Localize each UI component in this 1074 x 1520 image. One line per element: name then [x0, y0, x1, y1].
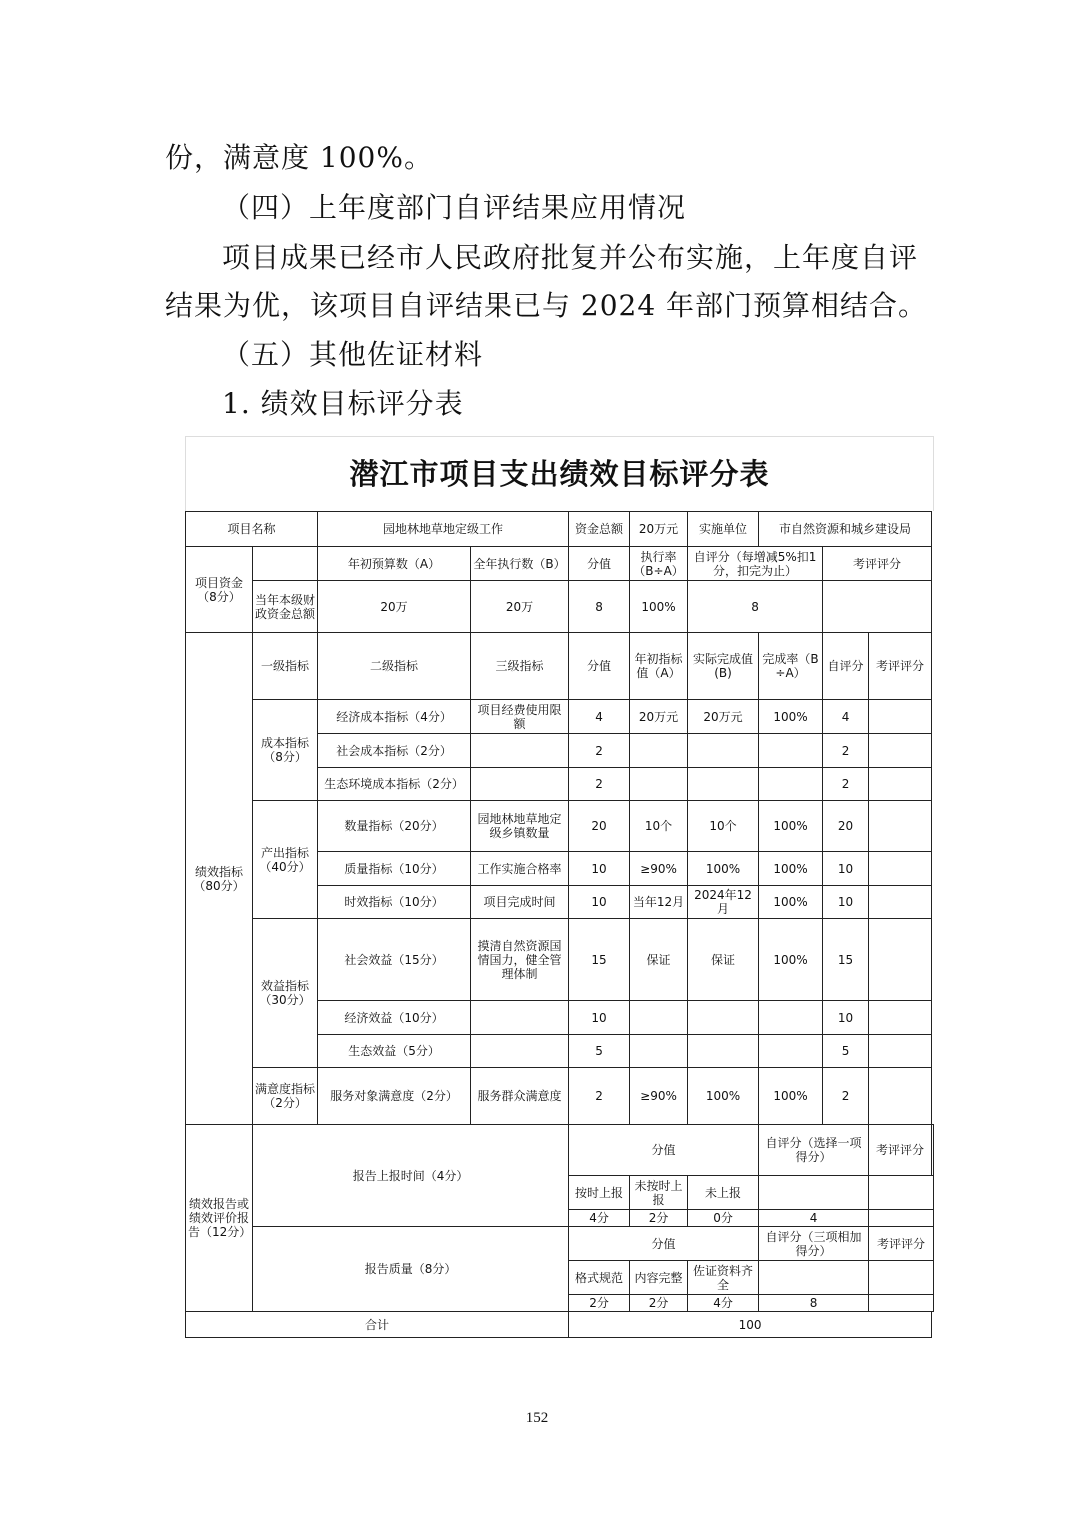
l3-cell [471, 1035, 569, 1068]
l3-cell [471, 734, 569, 768]
funds-label: 项目资金（8分） [186, 547, 253, 633]
score-cell: 10 [569, 852, 630, 886]
rate-cell [759, 734, 823, 768]
report-time-score-header: 分值 [569, 1125, 759, 1176]
actual-header: 实际完成值(B) [688, 633, 759, 700]
table-row [186, 1068, 934, 1125]
l3-cell: 摸清自然资源国情国力，健全管理体制 [471, 919, 569, 1001]
target-cell [630, 1001, 688, 1035]
target-cell: ≥90% [630, 1068, 688, 1125]
funds-rate: 100% [630, 581, 688, 633]
rate-cell [759, 1035, 823, 1068]
option-cell: 内容完整 [630, 1261, 688, 1295]
rate-cell: 100% [759, 886, 823, 919]
l2-cell: 经济成本指标（4分） [318, 700, 471, 734]
table-row [186, 700, 934, 734]
l2-cell: 时效指标（10分） [318, 886, 471, 919]
funds-review-score [823, 581, 932, 633]
report-time-self-score: 4 [759, 1210, 869, 1227]
empty-cell [869, 1261, 934, 1295]
rate-cell: 100% [759, 801, 823, 852]
score-cell: 2 [569, 768, 630, 801]
option-cell: 按时上报 [569, 1176, 630, 1210]
l3-cell: 园地林地草地定级乡镇数量 [471, 801, 569, 852]
points-cell: 0分 [688, 1210, 759, 1227]
report-quality-self-score: 8 [759, 1295, 869, 1312]
review-cell [869, 768, 932, 801]
points-cell: 4分 [688, 1295, 759, 1312]
empty-cell [759, 1176, 869, 1210]
group-output: 产出指标（40分） [253, 801, 318, 919]
report-label: 绩效报告或绩效评价报告（12分） [186, 1125, 253, 1312]
score-cell: 10 [569, 1001, 630, 1035]
paragraph-2-line-1: 项目成果已经市人民政府批复并公布实施，上年度自评 [222, 241, 919, 274]
subsection-heading: 1. 绩效目标评分表 [222, 387, 464, 420]
paragraph-2-line-2: 结果为优，该项目自评结果已与 2024 年部门预算相结合。 [165, 289, 928, 322]
target-header: 年初指标值（A） [630, 633, 688, 700]
actual-cell: 100% [688, 1068, 759, 1125]
target-cell: 保证 [630, 919, 688, 1001]
review-cell [869, 801, 932, 852]
report-quality-label: 报告质量（8分） [253, 1227, 569, 1312]
empty-cell [253, 547, 318, 581]
self-cell: 4 [823, 700, 869, 734]
self-cell: 20 [823, 801, 869, 852]
target-cell: 20万元 [630, 700, 688, 734]
section-heading-5: （五）其他佐证材料 [222, 338, 484, 371]
report-quality-header-row [186, 1227, 934, 1261]
unit-name: 市自然资源和城乡建设局 [759, 512, 932, 547]
points-cell: 2分 [630, 1210, 688, 1227]
actual-cell [688, 768, 759, 801]
report-quality-self-header: 自评分（三项相加得分） [759, 1227, 869, 1261]
report-quality-review-score [869, 1295, 934, 1312]
score-header: 分值 [569, 633, 630, 700]
points-cell: 2分 [630, 1295, 688, 1312]
self-cell: 10 [823, 1001, 869, 1035]
actual-cell: 保证 [688, 919, 759, 1001]
actual-cell: 10个 [688, 801, 759, 852]
self-cell: 10 [823, 852, 869, 886]
group-satisfaction: 满意度指标（2分） [253, 1068, 318, 1125]
funds-budget: 20万 [318, 581, 471, 633]
review-cell [869, 1035, 932, 1068]
option-cell: 格式规范 [569, 1261, 630, 1295]
empty-cell [759, 1261, 869, 1295]
report-time-label: 报告上报时间（4分） [253, 1125, 569, 1227]
target-cell [630, 1035, 688, 1068]
rate-cell: 100% [759, 700, 823, 734]
funds-self-score: 8 [688, 581, 823, 633]
rate-header: 执行率（B÷A） [630, 547, 688, 581]
project-name: 园地林地草地定级工作 [318, 512, 569, 547]
l2-cell: 服务对象满意度（2分） [318, 1068, 471, 1125]
l3-cell [471, 1001, 569, 1035]
review-cell [869, 1068, 932, 1125]
score-header: 分值 [569, 547, 630, 581]
report-time-header-row [186, 1125, 934, 1176]
review-cell [869, 852, 932, 886]
rate-cell [759, 1001, 823, 1035]
l3-cell: 项目经费使用限额 [471, 700, 569, 734]
l3-cell: 工作实施合格率 [471, 852, 569, 886]
l3-cell: 项目完成时间 [471, 886, 569, 919]
l1-header: 一级指标 [253, 633, 318, 700]
paragraph-1: 份，满意度 100%。 [165, 141, 433, 174]
report-time-review-header: 考评评分 [869, 1125, 932, 1176]
funds-data-row [186, 581, 934, 633]
actual-cell: 2024年12月 [688, 886, 759, 919]
option-cell: 未上报 [688, 1176, 759, 1210]
self-cell: 10 [823, 886, 869, 919]
group-cost: 成本指标（8分） [253, 700, 318, 801]
l2-header: 二级指标 [318, 633, 471, 700]
fund-total-label: 资金总额 [569, 512, 630, 547]
l2-cell: 数量指标（20分） [318, 801, 471, 852]
indicators-header-row [186, 633, 934, 700]
self-score-header: 自评分 [823, 633, 869, 700]
project-name-label: 项目名称 [186, 512, 318, 547]
self-cell: 2 [823, 1068, 869, 1125]
funds-score: 8 [569, 581, 630, 633]
self-cell: 5 [823, 1035, 869, 1068]
report-time-review-score [869, 1210, 934, 1227]
section-heading-4: （四）上年度部门自评结果应用情况 [222, 191, 687, 224]
option-cell: 未按时上报 [630, 1176, 688, 1210]
target-cell [630, 768, 688, 801]
unit-label: 实施单位 [688, 512, 759, 547]
review-score-header: 考评评分 [823, 547, 932, 581]
points-cell: 2分 [569, 1295, 630, 1312]
score-cell: 20 [569, 801, 630, 852]
option-cell: 佐证资料齐全 [688, 1261, 759, 1295]
review-cell [869, 1001, 932, 1035]
review-cell [869, 919, 932, 1001]
l2-cell: 社会成本指标（2分） [318, 734, 471, 768]
funds-exec: 20万 [471, 581, 569, 633]
empty-cell [932, 1125, 934, 1176]
score-cell: 4 [569, 700, 630, 734]
total-row [186, 1312, 934, 1338]
table-title: 潜江市项目支出绩效目标评分表 [185, 436, 934, 511]
project-info-row [186, 512, 934, 547]
rate-cell [759, 768, 823, 801]
fund-total: 20万元 [630, 512, 688, 547]
self-score-header: 自评分（每增减5%扣1分，扣完为止） [688, 547, 823, 581]
points-cell: 4分 [569, 1210, 630, 1227]
actual-cell: 20万元 [688, 700, 759, 734]
actual-cell [688, 734, 759, 768]
total-label: 合计 [186, 1312, 569, 1338]
report-quality-score-header: 分值 [569, 1227, 759, 1261]
l2-cell: 社会效益（15分） [318, 919, 471, 1001]
total-value: 100 [569, 1312, 932, 1338]
self-cell: 15 [823, 919, 869, 1001]
target-cell [630, 734, 688, 768]
rate-cell: 100% [759, 852, 823, 886]
target-cell: ≥90% [630, 852, 688, 886]
l3-cell: 服务群众满意度 [471, 1068, 569, 1125]
table-row [186, 801, 934, 852]
target-cell: 10个 [630, 801, 688, 852]
funds-header-row [186, 547, 934, 581]
table-row [186, 919, 934, 1001]
l2-cell: 质量指标（10分） [318, 852, 471, 886]
actual-cell [688, 1035, 759, 1068]
score-cell: 15 [569, 919, 630, 1001]
score-cell: 10 [569, 886, 630, 919]
l3-header: 三级指标 [471, 633, 569, 700]
self-cell: 2 [823, 734, 869, 768]
target-cell: 当年12月 [630, 886, 688, 919]
l3-cell [471, 768, 569, 801]
review-score-header: 考评评分 [869, 633, 932, 700]
rate-header: 完成率（B÷A） [759, 633, 823, 700]
rate-cell: 100% [759, 1068, 823, 1125]
empty-cell [869, 1176, 934, 1210]
rate-cell: 100% [759, 919, 823, 1001]
indicators-label: 绩效指标（80分） [186, 633, 253, 1125]
exec-header: 全年执行数（B） [471, 547, 569, 581]
score-cell: 5 [569, 1035, 630, 1068]
score-sheet [185, 436, 934, 1338]
l2-cell: 生态效益（5分） [318, 1035, 471, 1068]
l2-cell: 经济效益（10分） [318, 1001, 471, 1035]
score-table [185, 511, 934, 1338]
actual-cell: 100% [688, 852, 759, 886]
self-cell: 2 [823, 768, 869, 801]
score-cell: 2 [569, 734, 630, 768]
funds-row-label: 当年本级财政资金总额 [253, 581, 318, 633]
page-number: 152 [525, 1410, 549, 1426]
review-cell [869, 700, 932, 734]
budget-header: 年初预算数（A） [318, 547, 471, 581]
group-benefit: 效益指标（30分） [253, 919, 318, 1068]
review-cell [869, 886, 932, 919]
report-quality-review-header: 考评评分 [869, 1227, 934, 1261]
review-cell [869, 734, 932, 768]
actual-cell [688, 1001, 759, 1035]
l2-cell: 生态环境成本指标（2分） [318, 768, 471, 801]
score-cell: 2 [569, 1068, 630, 1125]
report-time-self-header: 自评分（选择一项得分） [759, 1125, 869, 1176]
